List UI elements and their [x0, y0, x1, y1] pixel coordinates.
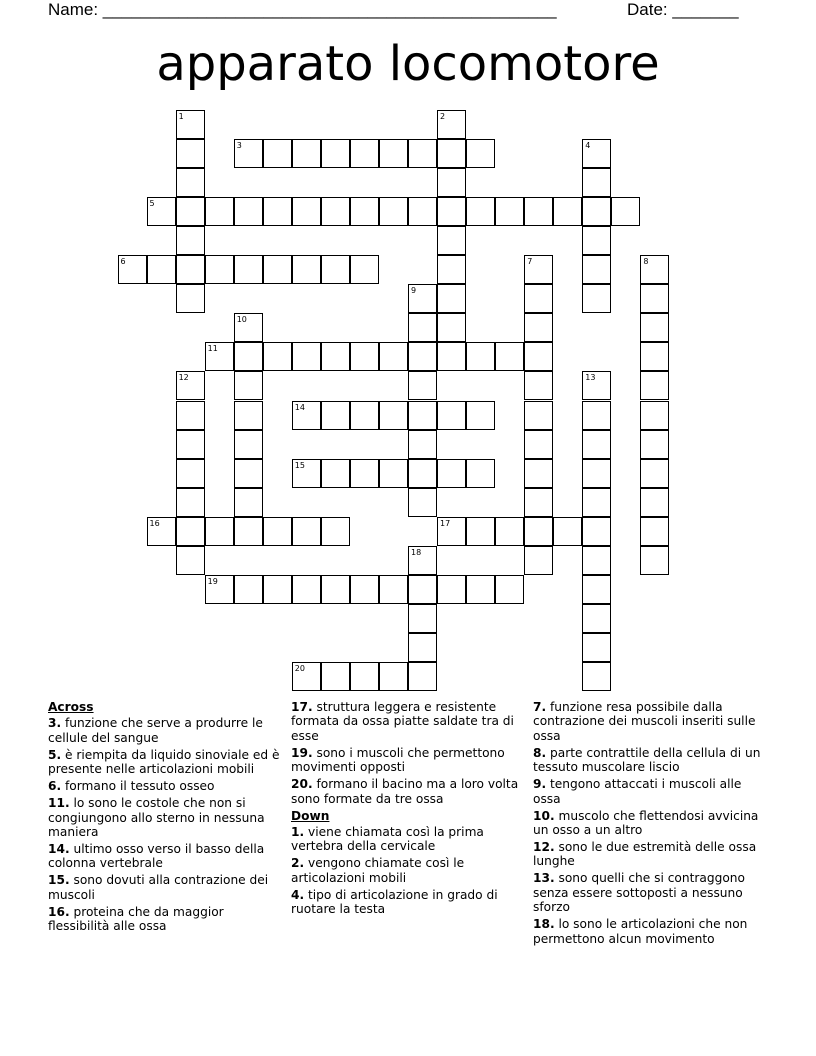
grid-cell[interactable]: [495, 342, 524, 371]
grid-cell[interactable]: [350, 342, 379, 371]
clue-text: ultimo osso verso il basso della colonna vertebrale: [48, 842, 265, 871]
clue-text: vengono chiamate così le articolazioni mobili: [291, 856, 465, 885]
grid-cell[interactable]: [234, 488, 263, 517]
grid-cell[interactable]: [408, 488, 437, 517]
grid-cell[interactable]: [379, 459, 408, 488]
grid-cell[interactable]: [234, 313, 263, 342]
clue-item: [48, 716, 284, 745]
grid-cell[interactable]: [408, 430, 437, 459]
grid-cell[interactable]: [582, 401, 611, 430]
clue-number-label: 5.: [48, 747, 62, 762]
grid-cell[interactable]: [321, 197, 350, 226]
grid-cell[interactable]: [408, 604, 437, 633]
grid-cell[interactable]: [176, 546, 205, 575]
grid-cell[interactable]: [524, 430, 553, 459]
clue-text: lo sono le costole che non si congiungono allo sterno in nessuna maniera: [48, 796, 265, 840]
grid-cell[interactable]: [379, 575, 408, 604]
name-field-label: Name: ________________________________________________: [48, 0, 557, 19]
grid-cell[interactable]: [408, 546, 437, 575]
grid-cell[interactable]: [640, 517, 669, 546]
clue-item: [48, 748, 284, 777]
clue-number: 6: [120, 257, 126, 267]
grid-cell[interactable]: [553, 197, 582, 226]
grid-cell[interactable]: [408, 139, 437, 168]
grid-cell[interactable]: [350, 575, 379, 604]
grid-cell[interactable]: [321, 662, 350, 691]
grid-cell[interactable]: [437, 401, 466, 430]
grid-cell[interactable]: [321, 459, 350, 488]
grid-cell[interactable]: [292, 575, 321, 604]
clue-number: 15: [294, 460, 305, 470]
grid-cell[interactable]: [350, 197, 379, 226]
clue-item: [533, 917, 769, 946]
clue-number: 2: [440, 112, 446, 121]
grid-cell[interactable]: [205, 197, 234, 226]
grid-cell[interactable]: [408, 313, 437, 342]
grid-cell[interactable]: [611, 197, 640, 226]
grid-cell[interactable]: [524, 371, 553, 400]
grid-cell[interactable]: [524, 401, 553, 430]
clue-item: [291, 777, 527, 806]
grid-cell[interactable]: [582, 197, 611, 226]
clue-text: viene chiamata così la prima vertebra della cervicale: [291, 825, 484, 854]
clue-text: sono i muscoli che permettono movimenti opposti: [291, 745, 505, 775]
clue-text: sono le due estremità delle ossa lunghe: [533, 840, 757, 869]
grid-cell[interactable]: [234, 197, 263, 226]
clue-number: 11: [207, 344, 218, 354]
clue-number-label: 16.: [48, 904, 70, 919]
grid-cell[interactable]: [350, 459, 379, 488]
clue-item: [533, 809, 769, 838]
grid-cell[interactable]: [437, 226, 466, 255]
grid-cell[interactable]: [292, 517, 321, 546]
clue-number-label: 1.: [291, 825, 305, 840]
clue-number-label: 13.: [533, 871, 555, 886]
clue-column-3: [533, 700, 769, 949]
grid-cell[interactable]: [234, 459, 263, 488]
grid-cell[interactable]: [640, 284, 669, 313]
clue-text: struttura leggera e resistente formata da ossa piatte saldate tra di esse: [291, 700, 514, 743]
clue-text: funzione che serve a produrre le cellule del sangue: [48, 716, 263, 745]
clue-number: 14: [294, 402, 305, 412]
grid-cell[interactable]: [263, 342, 292, 371]
grid-cell[interactable]: [437, 313, 466, 342]
clue-item: [291, 888, 527, 917]
clue-text: proteina che da maggior flessibilità alle ossa: [48, 904, 224, 934]
clue-number: 18: [411, 547, 422, 557]
grid-cell[interactable]: [582, 662, 611, 691]
grid-cell[interactable]: [640, 488, 669, 517]
grid-cell[interactable]: [466, 342, 495, 371]
clue-item: [48, 905, 284, 934]
grid-cell[interactable]: [437, 255, 466, 284]
grid-cell[interactable]: [437, 139, 466, 168]
grid-cell[interactable]: [321, 139, 350, 168]
clue-number-label: 2.: [291, 856, 305, 871]
grid-cell[interactable]: [524, 546, 553, 575]
grid-cell[interactable]: [176, 459, 205, 488]
grid-cell[interactable]: [495, 197, 524, 226]
down-heading: Down: [291, 808, 330, 823]
grid-cell[interactable]: [524, 284, 553, 313]
across-heading: Across: [48, 700, 94, 714]
grid-cell[interactable]: [379, 342, 408, 371]
grid-cell[interactable]: [466, 197, 495, 226]
clue-text: formano il bacino ma a loro volta sono formate da tre ossa: [291, 777, 519, 806]
grid-cell[interactable]: [582, 284, 611, 313]
grid-cell[interactable]: [263, 517, 292, 546]
grid-cell[interactable]: [466, 517, 495, 546]
grid-cell[interactable]: [408, 459, 437, 488]
grid-cell[interactable]: [147, 517, 176, 546]
grid-cell[interactable]: [321, 255, 350, 284]
grid-cell[interactable]: [321, 342, 350, 371]
clue-number: 4: [585, 141, 591, 151]
clue-number: 8: [643, 257, 649, 267]
grid-cell[interactable]: [176, 197, 205, 226]
grid-cell[interactable]: [234, 430, 263, 459]
clue-number-label: 6.: [48, 779, 62, 794]
grid-cell[interactable]: [437, 284, 466, 313]
grid-cell[interactable]: [292, 342, 321, 371]
grid-cell[interactable]: [437, 342, 466, 371]
grid-cell[interactable]: [234, 371, 263, 400]
grid-cell[interactable]: [640, 255, 669, 284]
grid-cell[interactable]: [176, 430, 205, 459]
grid-cell[interactable]: [553, 517, 582, 546]
grid-cell[interactable]: [408, 342, 437, 371]
grid-cell[interactable]: [176, 401, 205, 430]
grid-cell[interactable]: [234, 575, 263, 604]
clue-number: 13: [585, 373, 596, 383]
clue-column-2: [291, 700, 527, 919]
grid-cell[interactable]: [292, 662, 321, 691]
clue-number: 19: [207, 576, 218, 586]
grid-cell[interactable]: [379, 662, 408, 691]
clue-text: muscolo che flettendosi avvicina un osso a un altro: [533, 808, 759, 838]
grid-cell[interactable]: [408, 633, 437, 662]
grid-cell[interactable]: [176, 110, 205, 139]
grid-cell[interactable]: [524, 342, 553, 371]
clue-text: parte contrattile della cellula di un tessuto muscolare liscio: [533, 745, 761, 775]
clue-text: funzione resa possibile dalla contrazione dei muscoli inseriti sulle ossa: [533, 700, 756, 743]
grid-cell[interactable]: [292, 459, 321, 488]
grid-cell[interactable]: [292, 139, 321, 168]
clue-number-label: 10.: [533, 808, 555, 823]
grid-cell[interactable]: [176, 371, 205, 400]
clue-number-label: 4.: [291, 887, 305, 902]
clue-item: [291, 700, 527, 743]
clue-item: [48, 796, 284, 839]
grid-cell[interactable]: [437, 459, 466, 488]
grid-cell[interactable]: [582, 371, 611, 400]
clue-item: [533, 746, 769, 775]
grid-cell[interactable]: [582, 488, 611, 517]
clue-item: [48, 779, 284, 793]
grid-cell[interactable]: [640, 313, 669, 342]
clue-number: 12: [178, 373, 189, 383]
clue-text: è riempita da liquido sinoviale ed è presente nelle articolazioni mobili: [48, 747, 280, 777]
clue-number-label: 17.: [291, 700, 313, 714]
clue-number: 10: [236, 315, 247, 325]
grid-cell[interactable]: [582, 255, 611, 284]
grid-cell[interactable]: [234, 401, 263, 430]
clue-item: [533, 840, 769, 869]
grid-cell[interactable]: [466, 575, 495, 604]
clue-text: tipo di articolazione in grado di ruotare la testa: [291, 887, 498, 917]
clue-item: [291, 825, 527, 854]
clue-item: [533, 871, 769, 914]
grid-cell[interactable]: [292, 401, 321, 430]
clue-number: 5: [149, 199, 155, 209]
grid-cell[interactable]: [437, 197, 466, 226]
clue-number-label: 9.: [533, 777, 547, 792]
grid-cell[interactable]: [379, 139, 408, 168]
grid-cell[interactable]: [437, 168, 466, 197]
grid-cell[interactable]: [408, 401, 437, 430]
grid-cell[interactable]: [234, 255, 263, 284]
grid-cell[interactable]: [176, 517, 205, 546]
clue-item: [533, 777, 769, 806]
clue-number: 9: [411, 286, 417, 296]
clue-number: 1: [178, 112, 184, 121]
grid-cell[interactable]: [437, 517, 466, 546]
grid-cell[interactable]: [350, 401, 379, 430]
clue-text: tengono attaccati i muscoli alle ossa: [533, 777, 742, 806]
grid-cell[interactable]: [205, 575, 234, 604]
clue-number: 7: [527, 257, 533, 267]
clue-number: 20: [294, 663, 305, 673]
grid-cell[interactable]: [640, 371, 669, 400]
grid-cell[interactable]: [466, 459, 495, 488]
grid-cell[interactable]: [205, 342, 234, 371]
clue-item: [291, 856, 527, 885]
grid-cell[interactable]: [408, 284, 437, 313]
grid-cell[interactable]: [234, 139, 263, 168]
grid-cell[interactable]: [495, 517, 524, 546]
grid-cell[interactable]: [205, 255, 234, 284]
clue-item: [48, 873, 284, 902]
grid-cell[interactable]: [408, 575, 437, 604]
grid-cell[interactable]: [234, 342, 263, 371]
grid-cell[interactable]: [176, 255, 205, 284]
clue-number-label: 11.: [48, 796, 70, 811]
clue-text: sono dovuti alla contrazione dei muscoli: [48, 873, 269, 902]
clue-number-label: 3.: [48, 716, 62, 731]
grid-cell[interactable]: [524, 313, 553, 342]
grid-cell[interactable]: [263, 139, 292, 168]
grid-cell[interactable]: [350, 255, 379, 284]
grid-cell[interactable]: [147, 197, 176, 226]
grid-cell[interactable]: [582, 633, 611, 662]
grid-cell[interactable]: [408, 197, 437, 226]
grid-cell[interactable]: [495, 575, 524, 604]
clue-number: 3: [236, 141, 242, 151]
grid-cell[interactable]: [640, 430, 669, 459]
grid-cell[interactable]: [263, 255, 292, 284]
clue-number-label: 7.: [533, 700, 547, 714]
grid-cell[interactable]: [350, 662, 379, 691]
clue-number-label: 15.: [48, 873, 70, 888]
grid-cell[interactable]: [176, 488, 205, 517]
grid-cell[interactable]: [321, 401, 350, 430]
clue-text: sono quelli che si contraggono senza essere sottoposti a nessuno sforzo: [533, 871, 745, 915]
grid-cell[interactable]: [321, 517, 350, 546]
grid-cell[interactable]: [640, 546, 669, 575]
clue-column-1: [48, 700, 284, 936]
grid-cell[interactable]: [118, 255, 147, 284]
grid-cell[interactable]: [524, 197, 553, 226]
clue-number-label: 19.: [291, 745, 313, 760]
grid-cell[interactable]: [379, 401, 408, 430]
grid-cell[interactable]: [466, 139, 495, 168]
grid-cell[interactable]: [176, 226, 205, 255]
grid-cell[interactable]: [582, 604, 611, 633]
clue-number-label: 20.: [291, 777, 313, 792]
clue-number-label: 14.: [48, 842, 70, 857]
grid-cell[interactable]: [321, 575, 350, 604]
grid-cell[interactable]: [292, 255, 321, 284]
grid-cell[interactable]: [176, 284, 205, 313]
grid-cell[interactable]: [437, 110, 466, 139]
grid-cell[interactable]: [640, 459, 669, 488]
grid-cell[interactable]: [379, 197, 408, 226]
grid-cell[interactable]: [582, 517, 611, 546]
grid-cell[interactable]: [524, 459, 553, 488]
date-field-label: Date: _______: [627, 0, 739, 19]
grid-cell[interactable]: [408, 662, 437, 691]
grid-cell[interactable]: [437, 575, 466, 604]
grid-cell[interactable]: [582, 459, 611, 488]
grid-cell[interactable]: [176, 139, 205, 168]
clue-text: lo sono le articolazioni che non permettono alcun movimento: [533, 917, 748, 946]
grid-cell[interactable]: [582, 168, 611, 197]
grid-cell[interactable]: [408, 371, 437, 400]
grid-cell[interactable]: [640, 342, 669, 371]
clue-number: 16: [149, 518, 160, 528]
clue-number-label: 18.: [533, 917, 555, 932]
grid-cell[interactable]: [234, 517, 263, 546]
clue-text: formano il tessuto osseo: [65, 779, 215, 794]
grid-cell[interactable]: [466, 401, 495, 430]
grid-cell[interactable]: [582, 430, 611, 459]
grid-cell[interactable]: [263, 575, 292, 604]
grid-cell[interactable]: [582, 139, 611, 168]
puzzle-title: apparato locomotore: [156, 36, 660, 92]
clue-number-label: 8.: [533, 745, 547, 760]
grid-cell[interactable]: [582, 226, 611, 255]
grid-cell[interactable]: [263, 197, 292, 226]
clue-item: [533, 700, 769, 743]
grid-cell[interactable]: [524, 517, 553, 546]
grid-cell[interactable]: [147, 255, 176, 284]
grid-cell[interactable]: [582, 575, 611, 604]
grid-cell[interactable]: [176, 168, 205, 197]
grid-cell[interactable]: [350, 139, 379, 168]
clue-number-label: 12.: [533, 840, 555, 855]
clue-number: 17: [440, 518, 451, 528]
grid-cell[interactable]: [205, 517, 234, 546]
grid-cell[interactable]: [524, 255, 553, 284]
grid-cell[interactable]: [582, 546, 611, 575]
clue-item: [291, 746, 527, 775]
grid-cell[interactable]: [292, 197, 321, 226]
grid-cell[interactable]: [524, 488, 553, 517]
clue-item: [48, 842, 284, 871]
grid-cell[interactable]: [640, 401, 669, 430]
